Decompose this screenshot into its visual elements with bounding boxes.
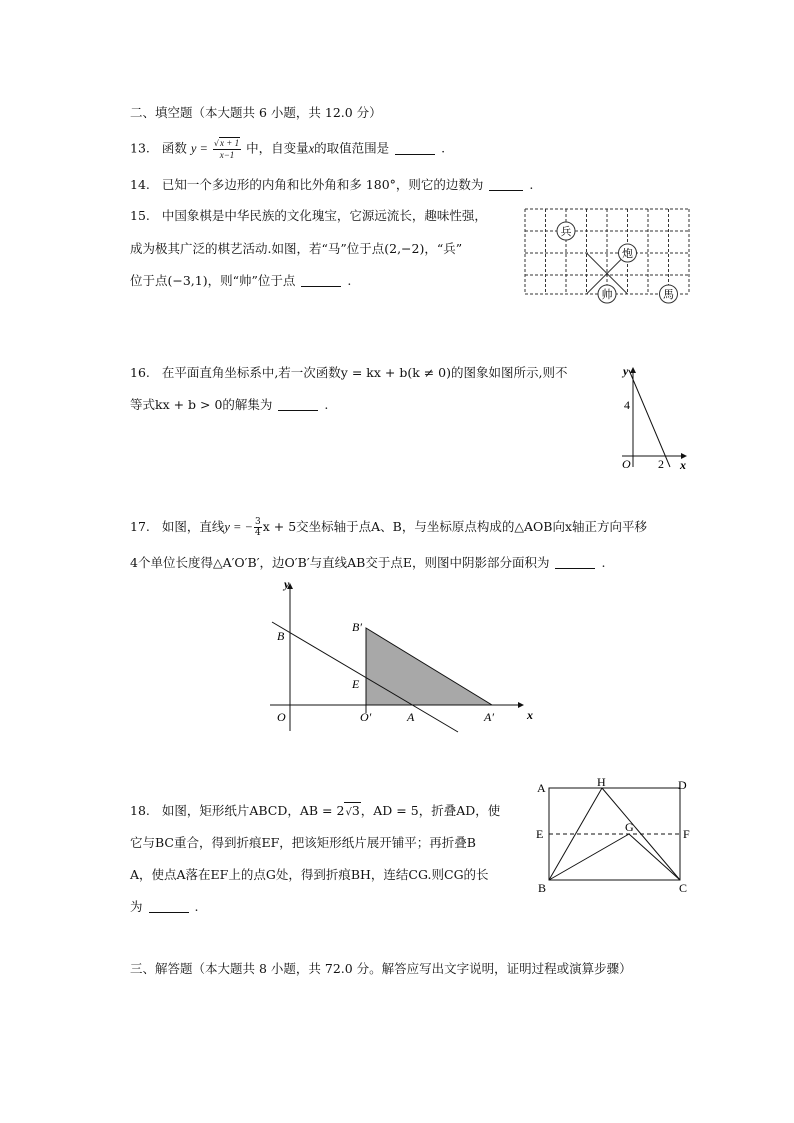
q17-line2: 4个单位长度得△A′O′B′，边O′B′与直线AB交于点E，则图中阴影部分面积为 <box>130 555 550 570</box>
svg-text:炮: 炮 <box>622 248 633 260</box>
q18-line4: 为 <box>130 899 143 914</box>
q16-x-tick: 2 <box>658 457 664 471</box>
q18-line2: 它与BC重合，得到折痕EF，把该矩形纸片展开铺平；再折叠B <box>130 835 476 850</box>
q18-answer-blank[interactable] <box>149 900 189 913</box>
q18-number: 18. <box>130 803 150 818</box>
q17-number: 17. <box>130 519 150 534</box>
q18-text-2: ，AD = 5，折叠AD，使 <box>360 803 501 818</box>
q13-fraction: $\frac{√x + 1}{x-1}$ <box>213 138 240 160</box>
q13-end: . <box>441 140 446 156</box>
q18-label-C: C <box>679 881 688 895</box>
q18-label-B: B <box>538 881 547 895</box>
q16-line1: 在平面直角坐标系中,若一次函数y = kx + b(k ≠ 0)的图象如图所示,则不 <box>161 365 568 380</box>
q18-sqrt: √3 <box>345 803 360 818</box>
q15-line2: 成为极其广泛的棋艺活动.如图，若“马”位于点(2,−2)，“兵” <box>130 241 463 256</box>
linear-function-graph <box>616 362 694 474</box>
piece-pao <box>619 244 637 262</box>
q17-fraction <box>254 517 262 538</box>
chess-board-figure <box>522 206 692 301</box>
q18-end: . <box>194 899 199 914</box>
q15-number: 15. <box>130 208 150 223</box>
q18-label-D: D <box>678 778 687 792</box>
q15-line3: 位于点(−3,1)，则“帅”位于点 <box>130 273 296 288</box>
q18-label-A: A <box>537 781 546 795</box>
question-15-line3 <box>130 272 351 290</box>
q13-denominator: x−1 <box>219 150 235 160</box>
q13-y-eq: y = <box>190 141 208 156</box>
question-16-line1 <box>130 364 568 382</box>
q17-text-1: 如图，直线 <box>161 519 225 534</box>
q17-shaded-region <box>366 628 492 705</box>
q15-answer-blank[interactable] <box>301 274 341 287</box>
q15-line1: 中国象棋是中华民族的文化瑰宝，它源远流长，趣味性强， <box>161 208 487 223</box>
q18-segment-GC <box>629 834 680 880</box>
q17-answer-blank[interactable] <box>555 556 595 569</box>
piece-ma <box>660 285 678 303</box>
question-17-line1 <box>130 517 647 538</box>
q17-label-B: B <box>277 629 285 643</box>
q16-y-tick: 4 <box>624 398 630 412</box>
q16-x-label: x <box>680 458 686 472</box>
q17-fraction-num: 3 <box>255 517 261 527</box>
q17-label-O: O <box>277 710 286 724</box>
q13-numerator: x + 1 <box>220 138 240 148</box>
question-18-line4 <box>130 898 198 916</box>
q13-number: 13. <box>130 140 150 156</box>
q17-label-y: y <box>284 577 290 591</box>
q13-text-3: 的取值范围是 <box>314 140 390 156</box>
q14-answer-blank[interactable] <box>489 178 523 191</box>
question-18-line1 <box>130 802 500 822</box>
q14-end: . <box>529 177 534 192</box>
q18-label-H: H <box>597 775 606 789</box>
q15-end: . <box>347 273 352 288</box>
question-13 <box>130 138 445 160</box>
q17-end: . <box>601 555 606 570</box>
chess-grid <box>525 209 689 294</box>
translation-figure <box>268 576 548 736</box>
svg-text:兵: 兵 <box>560 226 572 238</box>
q17-fraction-den: 4 <box>255 528 261 538</box>
piece-bing <box>557 222 575 240</box>
question-17-line2 <box>130 554 605 572</box>
svg-text:馬: 馬 <box>663 289 674 301</box>
question-16-line2 <box>130 396 328 414</box>
q16-y-label: y <box>623 364 629 378</box>
q17-label-E: E <box>352 677 360 691</box>
q13-answer-blank[interactable] <box>395 142 435 155</box>
q14-number: 14. <box>130 177 150 192</box>
q17-text-2: x + 5交坐标轴于点A、B，与坐标原点构成的△AOB向x轴正方向平移 <box>262 519 647 534</box>
q13-var: x <box>308 141 315 156</box>
q13-text-1: 函数 <box>161 140 187 156</box>
q18-line3: A，使点A落在EF上的点G处，得到折痕BH，连结CG.则CG的长 <box>130 867 489 882</box>
q18-segment-BG <box>549 834 629 880</box>
q17-label-O-prime: O′ <box>360 710 372 724</box>
q17-label-B-prime: B′ <box>352 620 362 634</box>
piece-shuai <box>598 285 616 303</box>
q17-y-eq: y = − <box>224 520 253 534</box>
question-15-line1 <box>130 207 487 225</box>
q17-label-A-prime: A′ <box>484 710 494 724</box>
q16-function-line <box>629 370 670 467</box>
q18-label-G: G <box>625 820 634 834</box>
q16-origin-label: O <box>622 457 631 471</box>
q17-label-A: A <box>407 710 415 724</box>
q13-text-2: 中，自变量 <box>246 140 309 156</box>
q14-text: 已知一个多边形的内角和比外角和多 180°，则它的边数为 <box>161 177 484 192</box>
q16-number: 16. <box>130 365 150 380</box>
q18-text-1: 如图，矩形纸片ABCD，AB = 2 <box>161 803 345 818</box>
section-2-header: 二、填空题（本大题共 6 小题，共 12.0 分） <box>130 105 382 120</box>
rectangle-fold-figure <box>532 774 698 898</box>
q16-end: . <box>324 397 329 412</box>
q16-line2: 等式kx + b > 0的解集为 <box>130 397 273 412</box>
q18-label-E: E <box>536 827 544 841</box>
question-14 <box>130 176 533 194</box>
q17-label-x: x <box>527 708 533 722</box>
section-3-header: 三、解答题（本大题共 8 小题，共 72.0 分。解答应写出文字说明，证明过程或演算步骤） <box>130 961 632 976</box>
svg-text:帅: 帅 <box>601 289 613 301</box>
q18-label-F: F <box>683 827 690 841</box>
q16-answer-blank[interactable] <box>278 398 318 411</box>
